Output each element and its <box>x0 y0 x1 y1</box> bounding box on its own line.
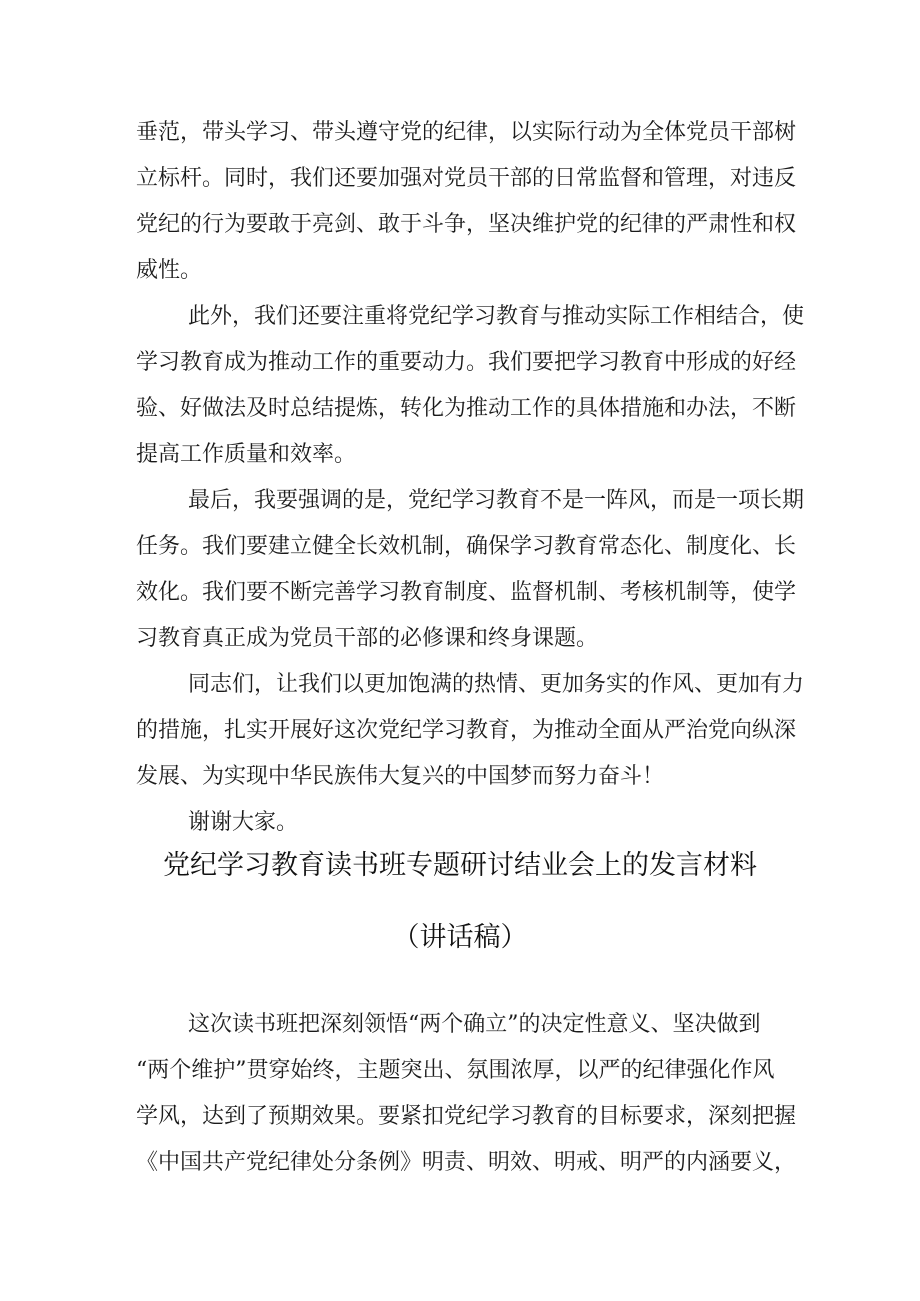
text-line: 提高工作质量和效率。 <box>136 442 357 467</box>
text-line: 立标杆。同时，我们还要加强对党员干部的日常监督和管理，对违反 <box>136 166 797 191</box>
document-title: 党纪学习教育读书班专题研讨结业会上的发言材料 <box>163 850 757 881</box>
text-line: “两个维护”贯穿始终，主题突出、氛围浓厚，以严的纪律强化作风 <box>136 1058 775 1083</box>
text-line: 《中国共产党纪律处分条例》明责、明效、明戒、明严的内涵要义， <box>136 1150 797 1175</box>
text-line: 学习教育成为推动工作的重要动力。我们要把学习教育中形成的好经 <box>136 350 797 375</box>
text-line: 发展、为实现中华民族伟大复兴的中国梦而努力奋斗！ <box>136 764 665 789</box>
text-line: 任务。我们要建立健全长效机制，确保学习教育常态化、制度化、长 <box>136 534 797 559</box>
text-line: 学风，达到了预期效果。要紧扣党纪学习教育的目标要求，深刻把握 <box>136 1104 797 1129</box>
text-line: 最后，我要强调的是，党纪学习教育不是一阵风，而是一项长期 <box>188 488 805 513</box>
text-line: 习教育真正成为党员干部的必修课和终身课题。 <box>136 626 599 651</box>
text-line: 谢谢大家。 <box>188 810 299 835</box>
text-line: 党纪的行为要敢于亮剑、敢于斗争，坚决维护党的纪律的严肃性和权 <box>136 212 797 237</box>
document-subtitle: （讲话稿） <box>392 922 528 953</box>
text-line: 验、好做法及时总结提炼，转化为推动工作的具体措施和办法，不断 <box>136 396 797 421</box>
text-line: 效化。我们要不断完善学习教育制度、监督机制、考核机制等，使学 <box>136 580 797 605</box>
text-line: 垂范，带头学习、带头遵守党的纪律，以实际行动为全体党员干部树 <box>136 120 797 145</box>
text-line: 这次读书班把深刻领悟“两个确立”的决定性意义、坚决做到 <box>188 1012 761 1037</box>
text-line: 同志们，让我们以更加饱满的热情、更加务实的作风、更加有力 <box>188 672 805 697</box>
text-line: 威性。 <box>136 258 203 283</box>
text-line: 此外，我们还要注重将党纪学习教育与推动实际工作相结合，使 <box>188 304 805 329</box>
text-line: 的措施，扎实开展好这次党纪学习教育，为推动全面从严治党向纵深 <box>136 718 797 743</box>
